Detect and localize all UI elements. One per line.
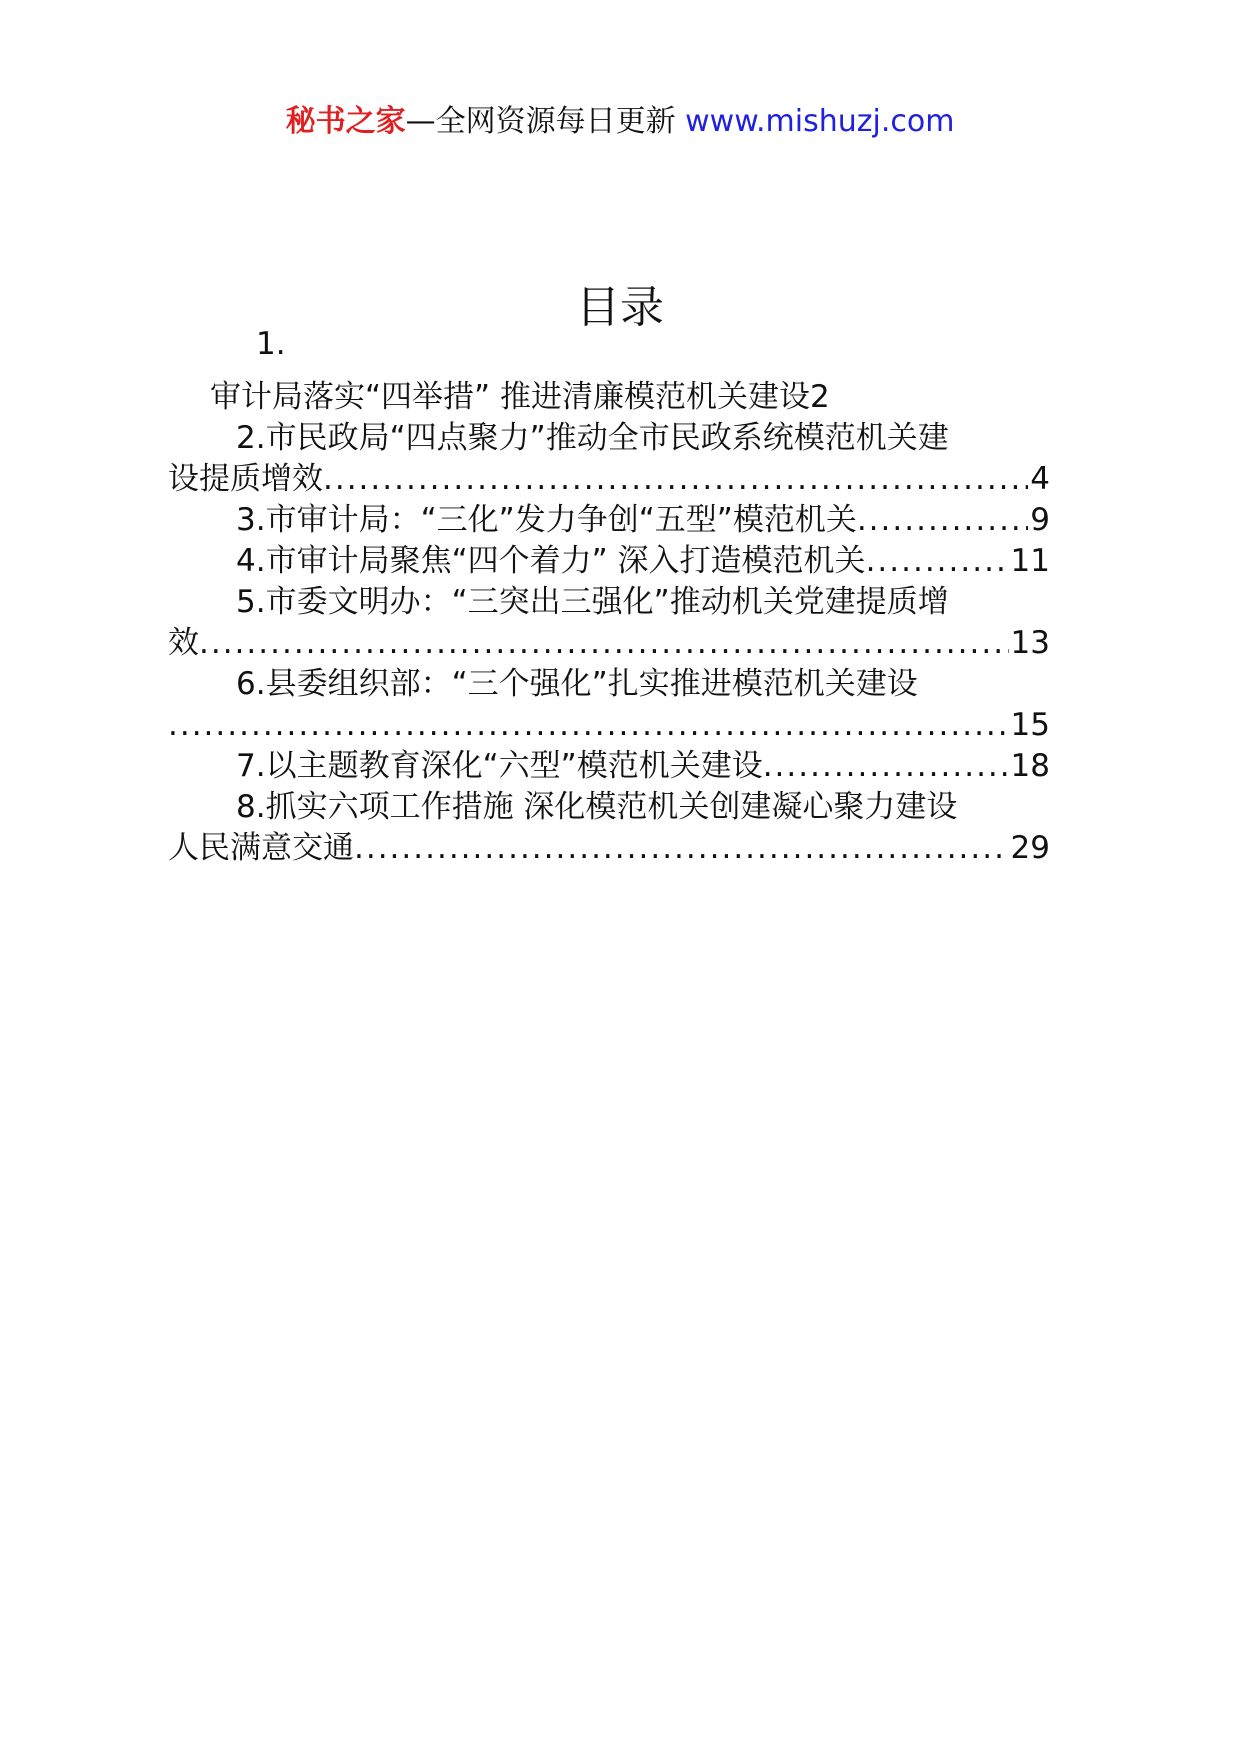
toc-entry-6-line2[interactable] [168, 703, 1050, 748]
toc-entry-2-text: 设提质增效 [168, 461, 323, 497]
dot-leader [323, 457, 1028, 502]
dot-leader [857, 498, 1028, 543]
header-tagline: —全网资源每日更新 [405, 104, 686, 139]
dot-leader [354, 826, 1009, 871]
toc-entry-4-page: 11 [1010, 543, 1050, 579]
toc-entry-1-number[interactable]: 1. [256, 326, 286, 362]
toc-entry-6-page: 15 [1010, 707, 1050, 743]
toc-entry-8-line1[interactable]: 8.抓实六项工作措施 深化模范机关创建凝心聚力建设 [236, 789, 958, 825]
brand-name: 秘书之家 [285, 104, 406, 139]
table-of-contents [168, 326, 1050, 871]
toc-entry-7[interactable] [168, 744, 1050, 789]
page-title: 目录 [576, 282, 664, 333]
toc-entry-2-line1[interactable]: 2.市民政局“四点聚力”推动全市民政系统模范机关建 [236, 420, 949, 456]
toc-entry-2-page: 4 [1030, 461, 1050, 497]
toc-entry-8-page: 29 [1010, 830, 1050, 866]
toc-entry-2-line2[interactable] [168, 457, 1050, 502]
toc-entry-1-text[interactable]: 审计局落实“四举措” 推进清廉模范机关建设2 [210, 379, 830, 415]
dot-leader [763, 744, 1009, 789]
toc-entry-5-line1[interactable]: 5.市委文明办：“三突出三强化”推动机关党建提质增 [236, 584, 949, 620]
toc-entry-7-page: 18 [1010, 748, 1050, 784]
toc-entry-4[interactable] [168, 539, 1050, 584]
toc-entry-8-line2[interactable] [168, 826, 1050, 871]
toc-entry-3-page: 9 [1030, 502, 1050, 538]
toc-entry-5-line2[interactable] [168, 621, 1050, 666]
site-header [0, 100, 1240, 144]
website-link[interactable]: www.mishuzj.com [685, 104, 955, 139]
toc-entry-7-text: 7.以主题教育深化“六型”模范机关建设 [236, 748, 763, 784]
toc-entry-5-page: 13 [1010, 625, 1050, 661]
toc-entry-5-text: 效 [168, 625, 199, 661]
toc-entry-3[interactable] [168, 498, 1050, 543]
dot-leader [168, 703, 1009, 748]
toc-entry-6-line1[interactable]: 6.县委组织部：“三个强化”扎实推进模范机关建设 [236, 666, 918, 702]
toc-entry-3-text: 3.市审计局：“三化”发力争创“五型”模范机关 [236, 502, 857, 538]
toc-entry-8-text: 人民满意交通 [168, 830, 354, 866]
dot-leader [199, 621, 1009, 666]
toc-entry-4-text: 4.市审计局聚焦“四个着力” 深入打造模范机关 [236, 543, 866, 579]
dot-leader [866, 539, 1009, 584]
